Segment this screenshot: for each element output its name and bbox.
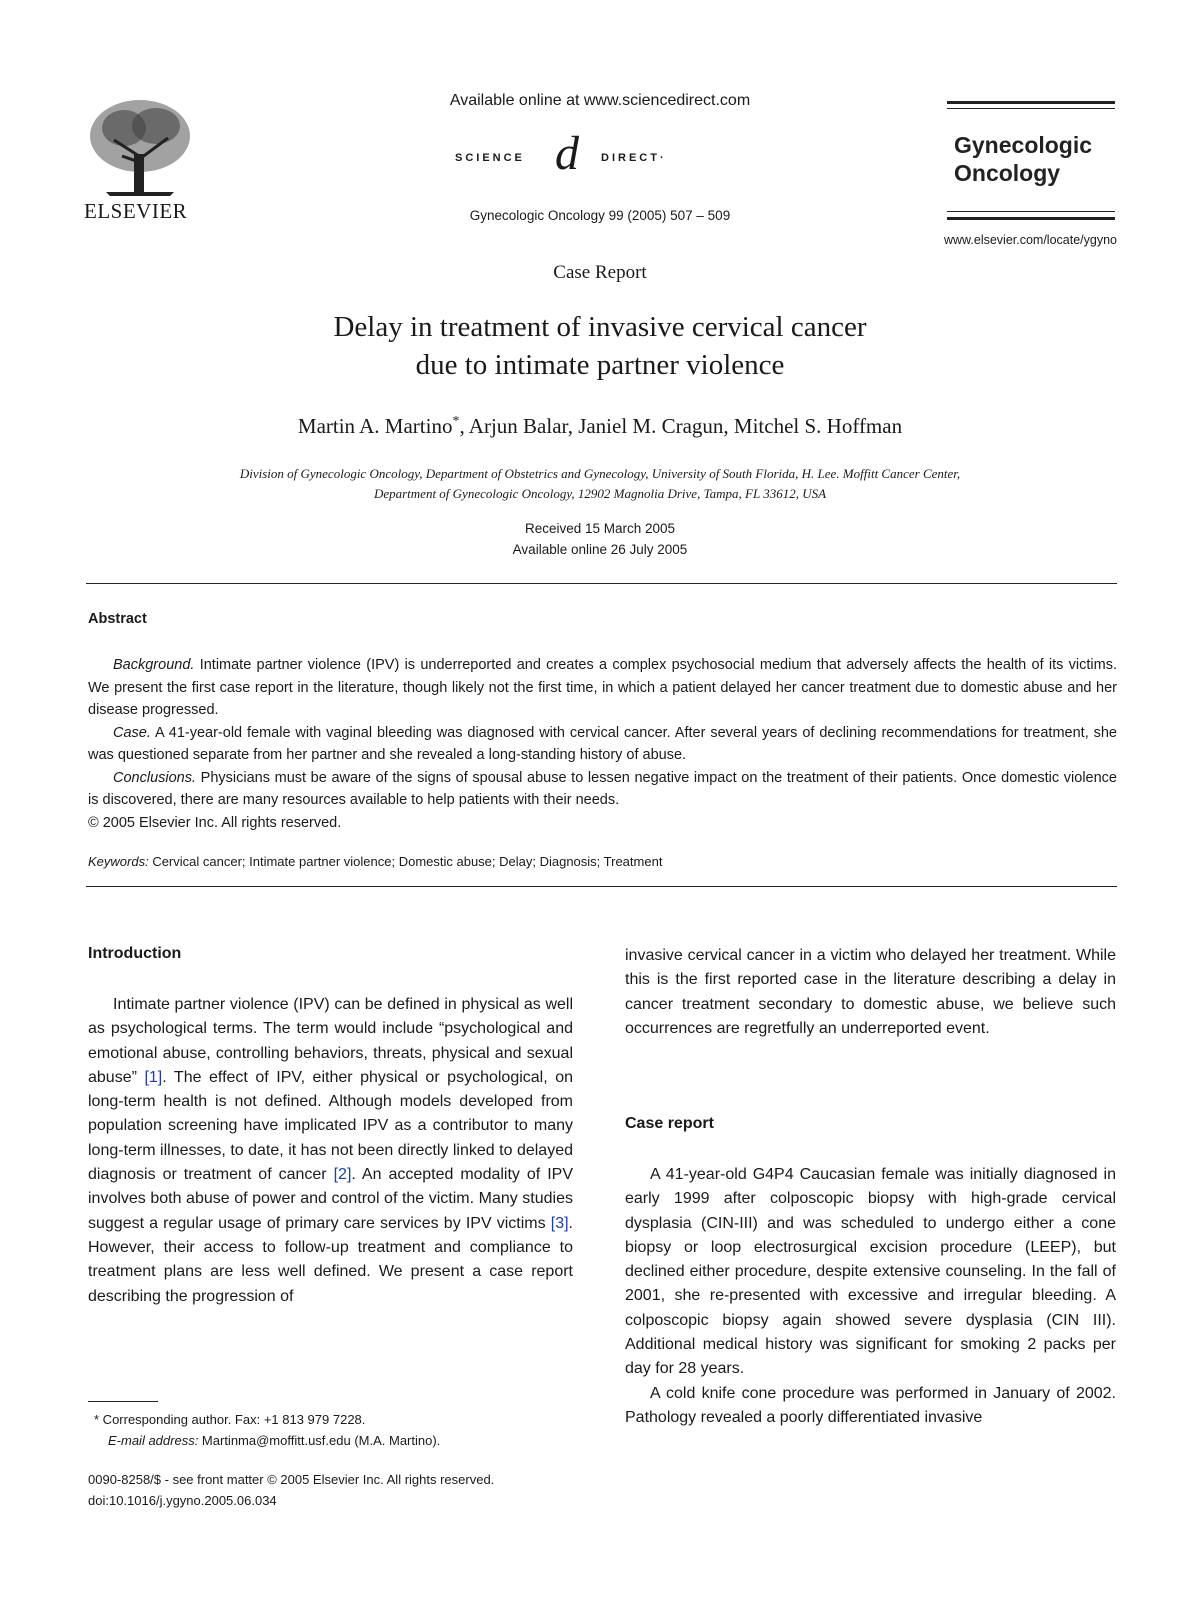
- article-type: Case Report: [553, 262, 647, 283]
- introduction-continued: [625, 944, 1116, 1041]
- journal-rule-top-thin: [947, 108, 1115, 109]
- case-report-paragraph-2: A cold knife cone procedure was performed in January of 2002. Pathology revealed a poorly differentiated invasive: [625, 1384, 1116, 1426]
- abstract-copyright: © 2005 Elsevier Inc. All rights reserved.: [88, 814, 342, 831]
- journal-rule-top: [947, 101, 1115, 104]
- affiliation-line2: Department of Gynecologic Oncology, 12902 Magnolia Drive, Tampa, FL 33612, USA: [373, 486, 827, 501]
- introduction-continued-paragraph: invasive cervical cancer in a victim who delayed her treatment. While this is the first reported case in the literature describing a delay in cancer treatment secondary to domestic abuse, we believe such occurrences are regretfully an underreported event.: [625, 947, 1116, 1037]
- intro-text-3: . An accepted modality of IPV involves both abuse of power and control of the victim. Many studies suggest a regular usage of primary care services by IPV victims: [88, 1166, 573, 1232]
- journal-name-line1: Gynecologic: [954, 132, 1093, 158]
- sciencedirect-logo: [455, 127, 705, 184]
- publisher-name: ELSEVIER: [84, 199, 188, 223]
- abstract-case: [88, 722, 1117, 767]
- article-title-line2: due to intimate partner violence: [415, 349, 785, 381]
- introduction-body: [88, 993, 573, 1309]
- abstract-case-label: Case.: [113, 724, 151, 741]
- abstract-background: [88, 654, 1117, 722]
- journal-citation: Gynecologic Oncology 99 (2005) 507 – 509: [469, 208, 731, 223]
- author-others: , Arjun Balar, Janiel M. Cragun, Mitchel S. Hoffman: [459, 414, 903, 438]
- footnote-corresponding: [88, 1409, 578, 1430]
- case-report-paragraph-1: A 41-year-old G4P4 Caucasian female was initially diagnosed in early 1999 after colposcopic biopsy with high-grade cervical dysplasia (CIN-III) and was scheduled to undergo either a cone biopsy or loop electrosurgical excision procedure (LEEP), but declined either procedure, despite extensive counseling. In the fall of 2001, she re-presented with excessive and irregular bleeding. A colposcopic biopsy again showed severe dysplasia (CIN III). Additional medical history was significant for smoking 2 packs per day for 28 years.: [625, 1166, 1116, 1378]
- front-matter-doi[interactable]: doi:10.1016/j.ygyno.2005.06.034: [88, 1493, 277, 1508]
- front-matter-issn: 0090-8258/$ - see front matter © 2005 Elsevier Inc. All rights reserved.: [88, 1472, 495, 1487]
- reference-link-3[interactable]: [3]: [550, 1214, 569, 1232]
- journal-name: [954, 131, 1092, 187]
- abstract-top-rule: [86, 583, 1117, 584]
- introduction-heading: Introduction: [88, 945, 182, 962]
- abstract-background-label: Background.: [113, 657, 195, 673]
- reference-link-1[interactable]: [1]: [144, 1068, 163, 1086]
- footnote-email-label: E-mail address:: [108, 1433, 199, 1448]
- sd-logo-left: SCIENCE: [455, 152, 525, 164]
- abstract-bottom-rule: [86, 886, 1117, 887]
- sd-logo-mark: d: [555, 127, 579, 180]
- keywords-label: Keywords:: [88, 854, 149, 869]
- received-date: Received 15 March 2005: [524, 521, 676, 536]
- author-list: [100, 414, 1100, 439]
- intro-text-1: Intimate partner violence (IPV) can be defined in physical as well as psychological terms. The term would include “psychological and emotional abuse, controlling behaviors, threats, physical and sexual abuse”: [88, 996, 573, 1086]
- abstract-conclusions-text: Physicians must be aware of the signs of spousal abuse to lessen negative impact on the treatment of their patients. Once domestic violence is discovered, there are many resources available to help patients with their needs.: [88, 769, 1117, 808]
- article-title: [150, 308, 1050, 384]
- case-report-body: [625, 1163, 1116, 1430]
- affiliation-line1: Division of Gynecologic Oncology, Department of Obstetrics and Gynecology, University of South Florida, H. Lee. Moffitt Cancer Center,: [239, 466, 961, 481]
- footnote-rule: [88, 1401, 158, 1402]
- abstract-case-text: A 41-year-old female with vaginal bleeding was diagnosed with cervical cancer. After several years of declining recommendations for treatment, she was questioned separate from her partner and she revealed a long-standing history of abuse.: [88, 724, 1117, 763]
- intro-text-2: . The effect of IPV, either physical or psychological, on long-term health is not defined. Although models developed from population screening have implicated IPV as a contributor to many long-term illnesses, to date, it has not been directly linked to delayed diagnosis or treatment of cancer: [88, 1068, 573, 1184]
- journal-name-line2: Oncology: [954, 160, 1061, 186]
- footnote-email: [88, 1430, 578, 1451]
- available-date: Available online 26 July 2005: [512, 542, 688, 557]
- intro-text-4: . However, their access to follow-up treatment and compliance to treatment plans are less well defined. We present a case report describing the progression of: [88, 1214, 573, 1305]
- article-title-line1: Delay in treatment of invasive cervical cancer: [333, 311, 867, 343]
- abstract-background-text: Intimate partner violence (IPV) is underreported and creates a complex psychosocial medium that adversely affects the health of its victims. We present the first case report in the literature, though likely not the first time, in which a patient delayed her cancer treatment due to domestic abuse and her disease progressed.: [88, 657, 1117, 718]
- abstract-body: [88, 654, 1117, 834]
- abstract-conclusions-label: Conclusions.: [113, 769, 197, 786]
- keywords-text: Cervical cancer; Intimate partner violence; Domestic abuse; Delay; Diagnosis; Treatment: [148, 854, 663, 869]
- footnote-mark: *: [94, 1412, 100, 1427]
- reference-link-2[interactable]: [2]: [333, 1166, 352, 1184]
- abstract-heading: Abstract: [88, 611, 147, 627]
- introduction-paragraph: [88, 993, 573, 1309]
- available-online-text[interactable]: Available online at www.sciencedirect.com: [449, 92, 751, 109]
- article-dates: [400, 518, 800, 560]
- author-corresponding[interactable]: Martin A. Martino: [297, 414, 453, 438]
- journal-rule-bottom: [947, 217, 1115, 220]
- footnote: [88, 1409, 578, 1451]
- footnote-fax: Corresponding author. Fax: +1 813 979 7228.: [99, 1412, 366, 1427]
- front-matter: [88, 1469, 608, 1511]
- journal-url-link[interactable]: www.elsevier.com/locate/ygyno: [944, 233, 1117, 247]
- footnote-email-link[interactable]: Martinma@moffitt.usf.edu (M.A. Martino).: [198, 1433, 441, 1448]
- journal-rule-bottom-thin: [947, 211, 1115, 212]
- abstract-conclusions: [88, 767, 1117, 812]
- sd-logo-right: DIRECT·: [601, 152, 667, 164]
- case-report-heading: Case report: [625, 1115, 714, 1132]
- keywords: [88, 854, 1117, 869]
- corresponding-author-mark[interactable]: *: [452, 414, 460, 429]
- author-affiliation: [90, 464, 1110, 504]
